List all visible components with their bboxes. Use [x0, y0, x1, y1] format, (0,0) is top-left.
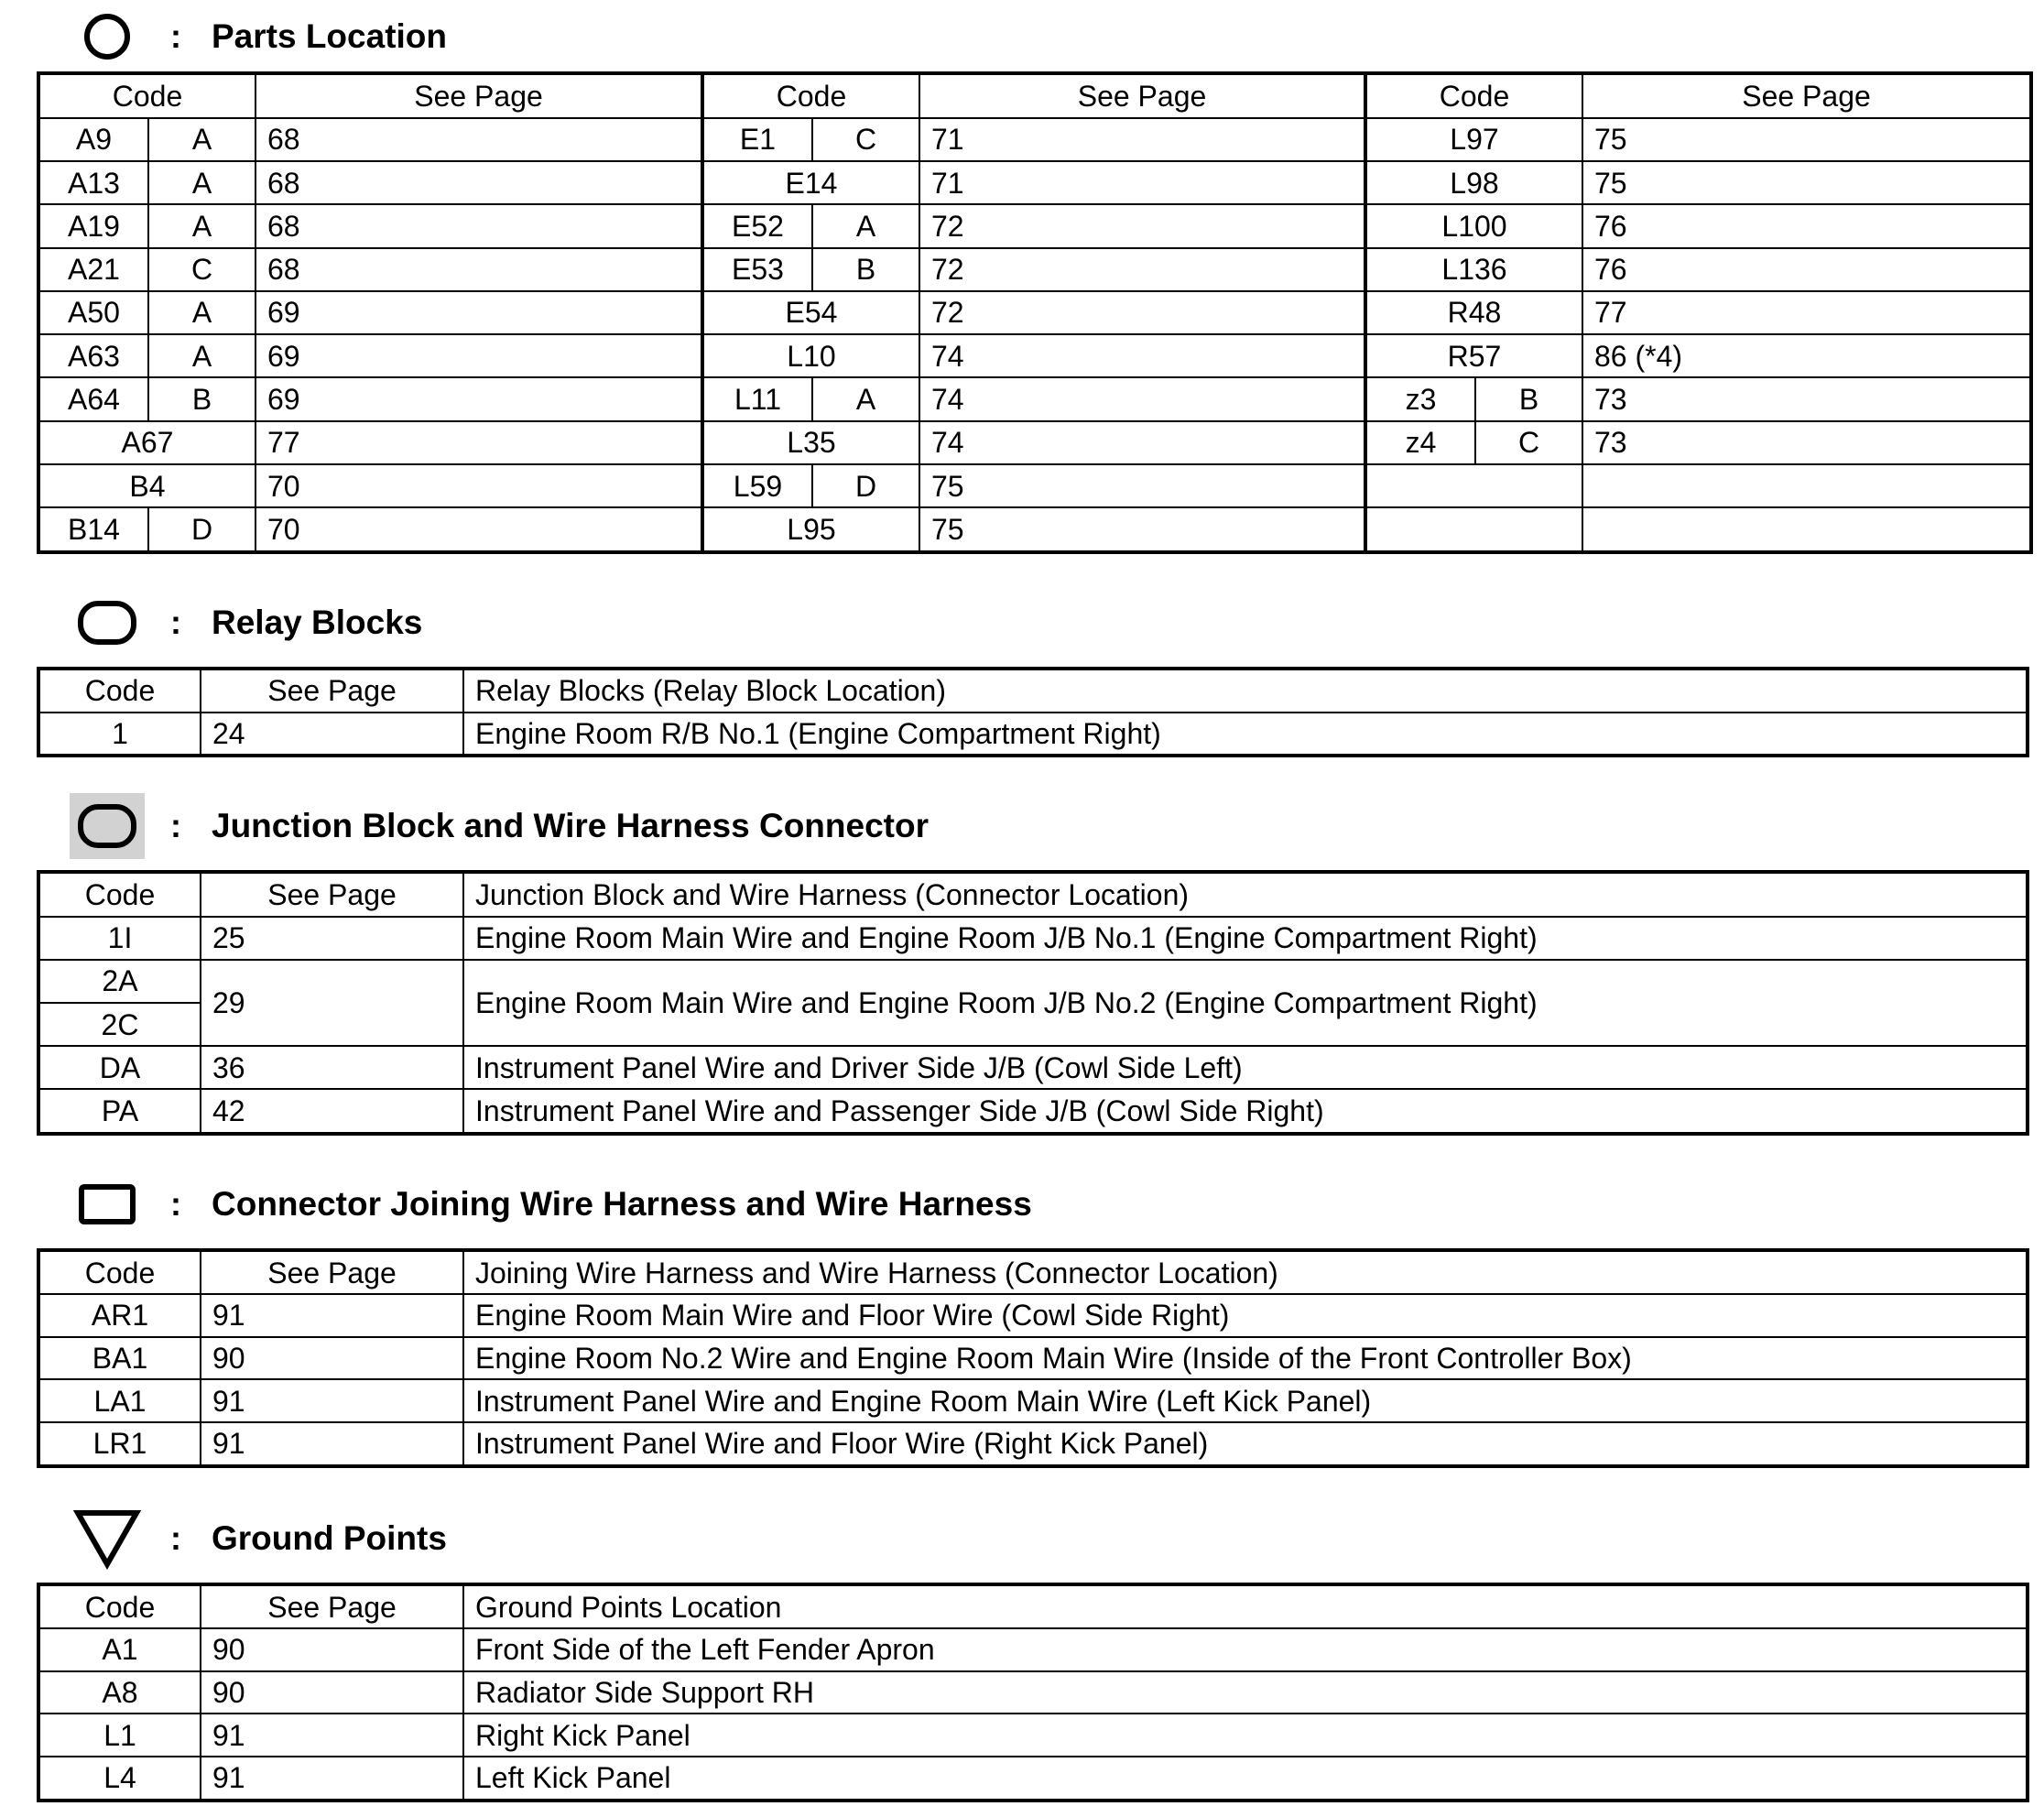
code-cell: 2A: [38, 960, 201, 1003]
code-cell: L97: [1365, 118, 1582, 161]
see-page-cell: 75: [1582, 118, 2031, 161]
see-page-cell: 29: [201, 960, 463, 1046]
sub-code-cell: C: [812, 118, 919, 161]
table-row: [38, 248, 2031, 291]
code-cell: R57: [1365, 334, 1582, 377]
table-row: [38, 713, 2028, 756]
sub-code-cell: A: [148, 118, 256, 161]
table-header-row: [38, 872, 2028, 917]
sub-code-cell: A: [148, 291, 256, 334]
ground-points-title: Ground Points: [212, 1519, 447, 1557]
see-page-cell: 91: [201, 1379, 463, 1422]
see-page-cell: 69: [256, 334, 702, 377]
junction-block-body: [38, 872, 2028, 1134]
code-cell: 1: [38, 713, 201, 756]
code-cell: E14: [702, 161, 919, 204]
code-cell: L4: [38, 1757, 201, 1801]
relay-blocks-body: [38, 669, 2028, 756]
code-cell: BA1: [38, 1337, 201, 1380]
sub-code-cell: D: [812, 464, 919, 507]
header-see-page: See Page: [201, 669, 463, 713]
table-row: [38, 1046, 2028, 1089]
junction-block-title: Junction Block and Wire Harness Connector: [212, 807, 929, 844]
table-row: [38, 118, 2031, 161]
description-cell: Engine Room Main Wire and Engine Room J/B No.1 (Engine Compartment Right): [463, 917, 2028, 960]
sub-code-cell: C: [1475, 421, 1582, 464]
sub-code-cell: D: [148, 507, 256, 552]
see-page-cell: 75: [919, 464, 1365, 507]
code-cell: L59: [702, 464, 812, 507]
description-cell: Engine Room Main Wire and Floor Wire (Cowl Side Right): [463, 1294, 2028, 1337]
code-cell: [1365, 464, 1582, 507]
header-code: Code: [38, 1584, 201, 1628]
description-cell: Instrument Panel Wire and Floor Wire (Right Kick Panel): [463, 1422, 2028, 1466]
code-cell: L1: [38, 1714, 201, 1757]
table-header-row: [38, 669, 2028, 713]
heading-colon: :: [170, 604, 181, 641]
see-page-cell: 73: [1582, 377, 2031, 420]
header-code: Code: [38, 872, 201, 917]
header-description: Relay Blocks (Relay Block Location): [463, 669, 2028, 713]
see-page-cell: 86 (*4): [1582, 334, 2031, 377]
see-page-cell: 90: [201, 1628, 463, 1671]
shaded-rounded-rect-icon: [70, 793, 145, 859]
header-see-page: See Page: [201, 1584, 463, 1628]
header-description: Ground Points Location: [463, 1584, 2028, 1628]
see-page-cell: 72: [919, 248, 1365, 291]
code-cell: LR1: [38, 1422, 201, 1466]
header-see-page: See Page: [201, 872, 463, 917]
table-row: [38, 464, 2031, 507]
see-page-cell: 76: [1582, 248, 2031, 291]
sub-code-cell: A: [812, 377, 919, 420]
relay-blocks-title: Relay Blocks: [212, 604, 423, 641]
table-row: [38, 960, 2028, 1003]
see-page-cell: 68: [256, 204, 702, 247]
code-cell: 1I: [38, 917, 201, 960]
header-see-page: See Page: [201, 1250, 463, 1294]
description-cell: Front Side of the Left Fender Apron: [463, 1628, 2028, 1671]
header-code: Code: [702, 73, 919, 118]
see-page-cell: 77: [256, 421, 702, 464]
code-cell: L35: [702, 421, 919, 464]
header-code: Code: [1365, 73, 1582, 118]
table-row: [38, 1337, 2028, 1380]
code-cell: A19: [38, 204, 148, 247]
description-cell: Radiator Side Support RH: [463, 1671, 2028, 1714]
ground-points-heading-row: [70, 1502, 447, 1575]
code-cell: B4: [38, 464, 256, 507]
description-cell: Engine Room R/B No.1 (Engine Compartment Right): [463, 713, 2028, 756]
parts-location-body: [38, 73, 2031, 552]
table-row: [38, 421, 2031, 464]
table-row: [38, 161, 2031, 204]
code-cell: LA1: [38, 1379, 201, 1422]
code-cell: A9: [38, 118, 148, 161]
table-row: [38, 1379, 2028, 1422]
description-cell: Left Kick Panel: [463, 1757, 2028, 1801]
relay-blocks-table: [37, 667, 2029, 757]
see-page-cell: 91: [201, 1294, 463, 1337]
code-cell: A50: [38, 291, 148, 334]
header-description: Joining Wire Harness and Wire Harness (Connector Location): [463, 1250, 2028, 1294]
see-page-cell: 71: [919, 118, 1365, 161]
parts-location-table: [37, 71, 2033, 554]
code-cell: A13: [38, 161, 148, 204]
see-page-cell: 74: [919, 421, 1365, 464]
rounded-rect-icon: [70, 590, 145, 656]
sub-code-cell: C: [148, 248, 256, 291]
table-row: [38, 917, 2028, 960]
table-row: [38, 334, 2031, 377]
see-page-cell: 72: [919, 204, 1365, 247]
see-page-cell: 74: [919, 334, 1365, 377]
table-row: [38, 1294, 2028, 1337]
code-cell: R48: [1365, 291, 1582, 334]
rectangle-icon: [70, 1171, 145, 1237]
connector-joining-body: [38, 1250, 2028, 1466]
code-cell: L11: [702, 377, 812, 420]
table-row: [38, 1422, 2028, 1466]
see-page-cell: 68: [256, 118, 702, 161]
heading-colon: :: [170, 807, 181, 844]
ground-points-table: [37, 1583, 2029, 1802]
circle-icon: [70, 4, 145, 70]
see-page-cell: 24: [201, 713, 463, 756]
table-row: [38, 1628, 2028, 1671]
see-page-cell: 25: [201, 917, 463, 960]
code-cell: E52: [702, 204, 812, 247]
see-page-cell: 68: [256, 161, 702, 204]
code-cell: E53: [702, 248, 812, 291]
code-cell: L95: [702, 507, 919, 552]
sub-code-cell: A: [148, 334, 256, 377]
code-cell: B14: [38, 507, 148, 552]
parts-location-title: Parts Location: [212, 17, 447, 55]
see-page-cell: 69: [256, 377, 702, 420]
see-page-cell: 42: [201, 1089, 463, 1134]
code-cell: PA: [38, 1089, 201, 1134]
see-page-cell: 77: [1582, 291, 2031, 334]
sub-code-cell: A: [148, 161, 256, 204]
code-cell: DA: [38, 1046, 201, 1089]
see-page-cell: [1582, 464, 2031, 507]
header-code: Code: [38, 669, 201, 713]
sub-code-cell: B: [812, 248, 919, 291]
code-cell: A21: [38, 248, 148, 291]
code-cell: E1: [702, 118, 812, 161]
see-page-cell: 70: [256, 507, 702, 552]
description-cell: Right Kick Panel: [463, 1714, 2028, 1757]
heading-colon: :: [170, 17, 181, 55]
see-page-cell: 90: [201, 1671, 463, 1714]
code-cell: L100: [1365, 204, 1582, 247]
description-cell: Engine Room No.2 Wire and Engine Room Main Wire (Inside of the Front Controller Box): [463, 1337, 2028, 1380]
description-cell: Instrument Panel Wire and Driver Side J/B (Cowl Side Left): [463, 1046, 2028, 1089]
see-page-cell: 72: [919, 291, 1365, 334]
see-page-cell: 68: [256, 248, 702, 291]
code-cell: z4: [1365, 421, 1475, 464]
sub-code-cell: B: [1475, 377, 1582, 420]
table-row: [38, 204, 2031, 247]
description-cell: Engine Room Main Wire and Engine Room J/B No.2 (Engine Compartment Right): [463, 960, 2028, 1046]
table-row: [38, 291, 2031, 334]
table-row: [38, 1089, 2028, 1134]
see-page-cell: 91: [201, 1757, 463, 1801]
see-page-cell: [1582, 507, 2031, 552]
table-row: [38, 1714, 2028, 1757]
see-page-cell: 90: [201, 1337, 463, 1380]
header-code: Code: [38, 1250, 201, 1294]
header-see-page: See Page: [256, 73, 702, 118]
see-page-cell: 70: [256, 464, 702, 507]
table-header-row: [38, 73, 2031, 118]
see-page-cell: 36: [201, 1046, 463, 1089]
code-cell: A63: [38, 334, 148, 377]
header-see-page: See Page: [1582, 73, 2031, 118]
connector-joining-table: [37, 1248, 2029, 1468]
code-cell: L98: [1365, 161, 1582, 204]
code-cell: E54: [702, 291, 919, 334]
sub-code-cell: B: [148, 377, 256, 420]
see-page-cell: 71: [919, 161, 1365, 204]
see-page-cell: 76: [1582, 204, 2031, 247]
table-header-row: [38, 1250, 2028, 1294]
description-cell: Instrument Panel Wire and Engine Room Main Wire (Left Kick Panel): [463, 1379, 2028, 1422]
heading-colon: :: [170, 1519, 181, 1557]
junction-block-table: [37, 870, 2029, 1136]
junction-block-heading-row: [70, 789, 929, 863]
code-cell: z3: [1365, 377, 1475, 420]
see-page-cell: 73: [1582, 421, 2031, 464]
code-cell: L10: [702, 334, 919, 377]
parts-location-heading-row: [70, 0, 447, 73]
relay-blocks-heading-row: [70, 586, 422, 659]
see-page-cell: 74: [919, 377, 1365, 420]
triangle-down-icon: [70, 1506, 145, 1572]
code-cell: A1: [38, 1628, 201, 1671]
see-page-cell: 69: [256, 291, 702, 334]
table-row: [38, 377, 2031, 420]
sub-code-cell: A: [148, 204, 256, 247]
see-page-cell: 75: [1582, 161, 2031, 204]
table-row: [38, 1757, 2028, 1801]
table-row: [38, 1671, 2028, 1714]
code-cell: A8: [38, 1671, 201, 1714]
connector-joining-heading-row: [70, 1168, 1032, 1241]
description-cell: Instrument Panel Wire and Passenger Side J/B (Cowl Side Right): [463, 1089, 2028, 1134]
connector-joining-title: Connector Joining Wire Harness and Wire Harness: [212, 1185, 1032, 1223]
header-code: Code: [38, 73, 256, 118]
table-row: [38, 507, 2031, 552]
table-header-row: [38, 1584, 2028, 1628]
header-see-page: See Page: [919, 73, 1365, 118]
code-cell: [1365, 507, 1582, 552]
see-page-cell: 91: [201, 1714, 463, 1757]
heading-colon: :: [170, 1185, 181, 1223]
code-cell: AR1: [38, 1294, 201, 1337]
see-page-cell: 91: [201, 1422, 463, 1466]
code-cell: A67: [38, 421, 256, 464]
ground-points-body: [38, 1584, 2028, 1801]
see-page-cell: 75: [919, 507, 1365, 552]
code-cell: A64: [38, 377, 148, 420]
code-cell: 2C: [38, 1003, 201, 1046]
code-cell: L136: [1365, 248, 1582, 291]
sub-code-cell: A: [812, 204, 919, 247]
header-description: Junction Block and Wire Harness (Connector Location): [463, 872, 2028, 917]
